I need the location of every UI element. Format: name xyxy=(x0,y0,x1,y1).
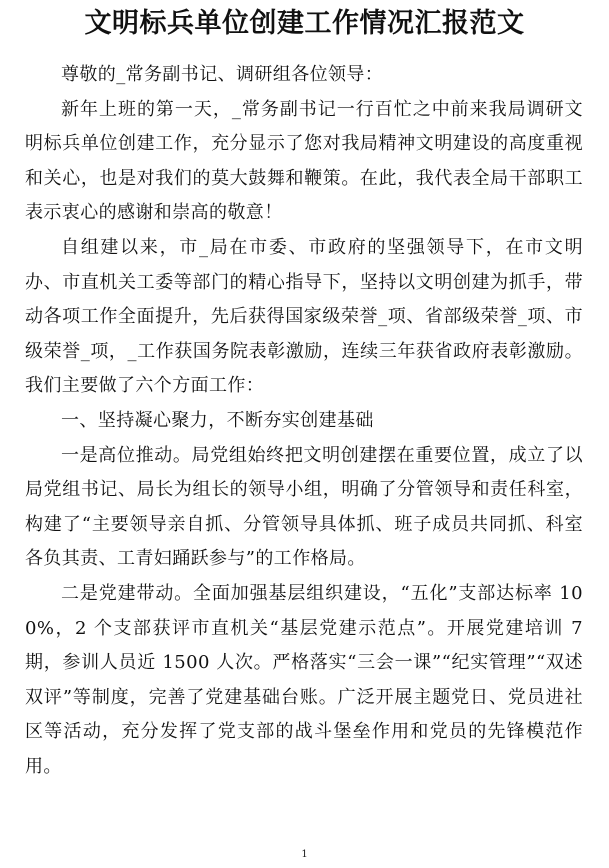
page-number: 1 xyxy=(301,849,308,860)
overview-paragraph: 自组建以来，市_局在市委、市政府的坚强领导下，在市文明办、市直机关工委等部门的精心指导下，坚持以文明创建为抓手，带动各项工作全面提升，先后获得国家级荣誉_项、省部级荣誉_项、市级荣誉_项，_工作获国务院表彰激励，连续三年获省政府表彰激励。我们主要做了六个方面工作： xyxy=(25,236,583,397)
document-title: 文明标兵单位创建工作情况汇报范文 xyxy=(84,8,525,39)
salutation-paragraph: 尊敬的_常务副书记、调研组各位领导： xyxy=(61,64,384,85)
point-two-paragraph: 二是党建带动。全面加强基层组织建设，“五化”支部达标率 100%，2 个支部获评市直机关“基层党建示范点”。开展党建培训 7 期，参训人员近 1500 人次。严格落实“三会一课”“纪实管理”“双述双评”等制度，完善了党建基础台账。广泛开展主题党日、党员进社区等活动，充分发挥了党支部的战斗堡垒作用和党员的先锋模范作用。 xyxy=(25,582,583,777)
opening-paragraph: 新年上班的第一天，_常务副书记一行百忙之中前来我局调研文明标兵单位创建工作，充分显示了您对我局精神文明建设的高度重视和关心，也是对我们的莫大鼓舞和鞭策。在此，我代表全局干部职工表示衷心的感谢和崇高的敬意！ xyxy=(25,98,583,224)
document-body xyxy=(25,58,583,784)
section-heading: 一、坚持凝心聚力，不断夯实创建基础 xyxy=(61,409,374,431)
point-one-paragraph: 一是高位推动。局党组始终把文明创建摆在重要位置，成立了以局党组书记、局长为组长的领导小组，明确了分管领导和责任科室，构建了“主要领导亲自抓、分管领导具体抓、班子成员共同抓、科室各负其责、工青妇踊跃参与”的工作格局。 xyxy=(25,444,583,570)
